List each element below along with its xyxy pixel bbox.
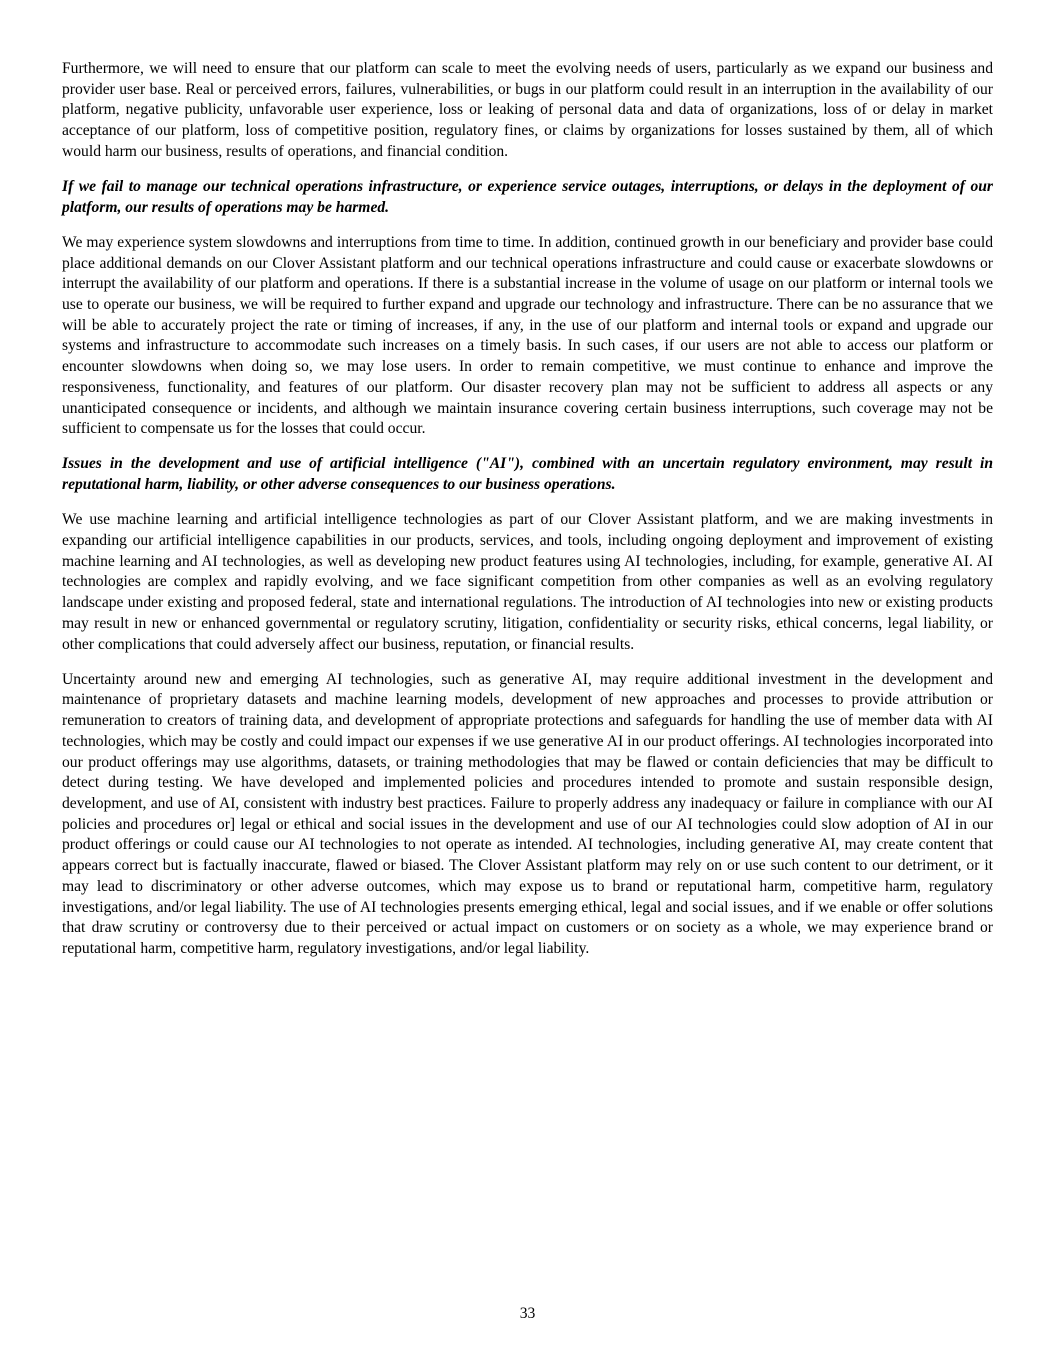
paragraph-ai-use: We use machine learning and artificial intelligence technologies as part of our Clover Assistant platform, and we are making investments in expanding our artificial intelligence capabilities in our products, services, and tools, including ongoing deployment and improvement of existing machine learning and AI technologies, as well as developing new product features using AI technologies, including, for example, generative AI. AI technologies are complex and rapidly evolving, and we face significant competition from other companies as well as an evolving regulatory landscape under existing and proposed federal, state and international regulations. The introduction of AI technologies into new or existing products may result in new or enhanced governmental or regulatory scrutiny, litigation, confidentiality or security risks, ethical concerns, legal liability, or other complications that could adversely affect our business, reputation, or financial results. — [62, 511, 993, 653]
document-body — [62, 59, 993, 974]
paragraph-ai-uncertainty: Uncertainty around new and emerging AI technologies, such as generative AI, may require additional investment in the development and maintenance of proprietary datasets and machine learning models, development of new approaches and processes to provide attribution or remuneration to creators of training data, and development of appropriate protections and safeguards for handling the use of member data with AI technologies, which may be costly and could impact our expenses if we use generative AI in our product offerings. AI technologies incorporated into our product offerings may use algorithms, datasets, or training methodologies that may be flawed or contain deficiencies that may be difficult to detect during testing. We have developed and implemented policies and procedures intended to promote and sustain responsible design, development, and use of AI, consistent with industry best practices. Failure to properly address any inadequacy or failure in compliance with our AI policies and procedures or] legal or ethical and social issues in the development and use of our AI technologies could slow adoption of AI in our product offerings or could cause our AI technologies to not operate as intended. AI technologies, including generative AI, may create content that appears correct but is factually inaccurate, flawed or biased. The Clover Assistant platform may rely on or use such content to our detriment, or it may lead to discriminatory or other adverse outcomes, which may expose us to brand or reputational harm, competitive harm, regulatory investigations, and/or legal liability. The use of AI technologies presents emerging ethical, legal and social issues, and if we enable or offer solutions that draw scrutiny or controversy due to their perceived or actual impact on customers or on society as a whole, we may experience brand or reputational harm, competitive harm, regulatory investigations, and/or legal liability. — [62, 670, 993, 957]
heading-ai-issues: Issues in the development and use of artificial intelligence ("AI"), combined with an uncertain regulatory environment, may result in reputational harm, liability, or other adverse consequences to our business operations. — [62, 455, 993, 494]
page-number: 33 — [519, 1305, 536, 1322]
paragraph-platform-scale: Furthermore, we will need to ensure that our platform can scale to meet the evolving needs of users, particularly as we expand our business and provider user base. Real or perceived errors, failures, vulnerabilities, or bugs in our platform could result in an interruption in the availability of our platform, negative publicity, unfavorable user experience, loss or leaking of personal data and data of organizations, loss of or delay in market acceptance of our platform, loss of competitive position, regulatory fines, or claims by organizations for losses sustained by them, all of which would harm our business, results of operations, and financial condition. — [62, 60, 993, 160]
paragraph-slowdowns: We may experience system slowdowns and interruptions from time to time. In addition, continued growth in our beneficiary and provider base could place additional demands on our Clover Assistant platform and our technical operations infrastructure and could cause or exacerbate slowdowns or interrupt the availability of our platform and operations. If there is a substantial increase in the volume of usage on our platform or internal tools we use to operate our business, we will be required to further expand and upgrade our technology and infrastructure. There can be no assurance that we will be able to accurately project the rate or timing of increases, if any, in the use of our platform and internal tools or expand and upgrade our systems and infrastructure to accommodate such increases on a timely basis. In such cases, if our users are not able to access our platform or encounter slowdowns when doing so, we may lose users. In order to remain competitive, we must continue to enhance and improve the responsiveness, functionality, and features of our platform. Our disaster recovery plan may not be sufficient to address all aspects or any unanticipated consequence or incidents, and although we maintain insurance covering certain business interruptions, such coverage may not be sufficient to compensate us for the losses that could occur. — [62, 233, 993, 438]
heading-technical-operations: If we fail to manage our technical operations infrastructure, or experience service outages, interruptions, or delays in the deployment of our platform, our results of operations may be harmed. — [62, 178, 993, 216]
